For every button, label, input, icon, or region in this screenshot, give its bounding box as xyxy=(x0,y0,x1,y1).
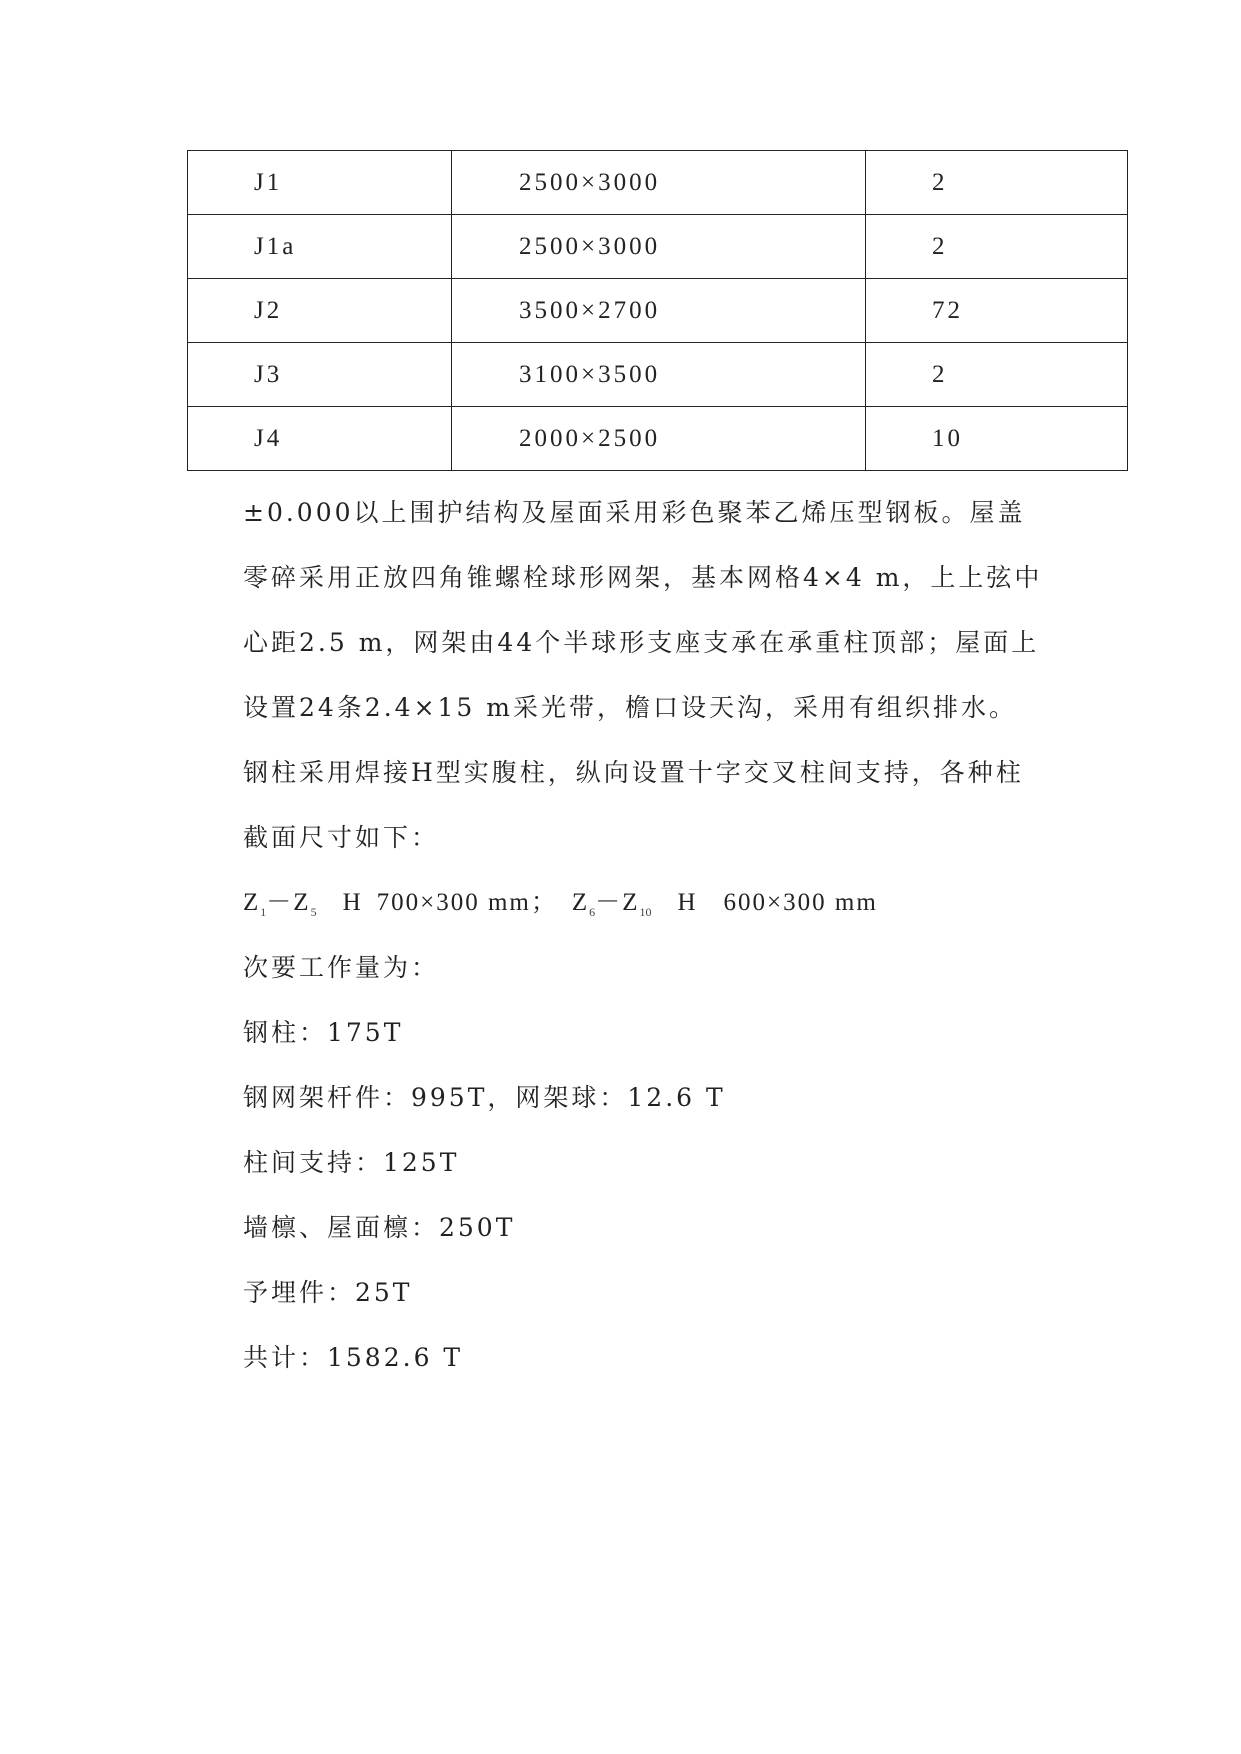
workload-total: 共计：1582.6 T xyxy=(243,1343,464,1372)
subscript: 10 xyxy=(639,905,652,919)
table-row xyxy=(188,343,1128,407)
foundation-size: 3500×2700 xyxy=(452,279,866,343)
table-row xyxy=(188,151,1128,215)
paragraph-line: 心距2.5 m，网架由44个半球形支座支承在承重柱顶部；屋面上 xyxy=(243,628,1040,657)
foundation-qty: 10 xyxy=(866,407,1128,471)
dash: － xyxy=(595,889,623,916)
foundation-id: J1 xyxy=(188,151,452,215)
workload-item: 钢网架杆件：995T，网架球：12.6 T xyxy=(243,1083,726,1112)
foundation-size: 2500×3000 xyxy=(452,215,866,279)
foundation-size: 2000×2500 xyxy=(452,407,866,471)
foundation-size: 2500×3000 xyxy=(452,151,866,215)
dash: － xyxy=(266,889,294,916)
z-symbol: Z xyxy=(622,889,640,916)
subscript: 1 xyxy=(260,905,267,919)
workload-item: 柱间支持：125T xyxy=(243,1148,460,1177)
table-row xyxy=(188,407,1128,471)
foundation-qty: 2 xyxy=(866,343,1128,407)
paragraph-line: 设置24条2.4×15 m采光带，檐口设天沟，采用有组织排水。 xyxy=(243,693,1017,722)
paragraph-line: 截面尺寸如下： xyxy=(243,823,440,852)
workload-item: 钢柱：175T xyxy=(243,1018,404,1047)
h-label: H xyxy=(677,889,698,916)
workload-title: 次要工作量为： xyxy=(243,953,440,982)
subscript: 6 xyxy=(589,905,596,919)
workload-item: 予埋件：25T xyxy=(243,1278,413,1307)
foundation-id: J3 xyxy=(188,343,452,407)
paragraph-line: ±0.000以上围护结构及屋面采用彩色聚苯乙烯压型钢板。屋盖 xyxy=(243,498,1026,527)
table-row xyxy=(188,215,1128,279)
workload-item: 墙檩、屋面檩：250T xyxy=(243,1213,516,1242)
subscript: 5 xyxy=(310,905,317,919)
foundation-table xyxy=(187,150,1128,471)
z-symbol: Z xyxy=(243,889,261,916)
z-symbol: Z xyxy=(571,889,590,916)
foundation-size: 3100×3500 xyxy=(452,343,866,407)
table-row xyxy=(188,279,1128,343)
z-symbol: Z xyxy=(293,889,311,916)
paragraph-line: 零碎采用正放四角锥螺栓球形网架，基本网格4×4 m，上上弦中 xyxy=(243,563,1043,592)
foundation-id: J2 xyxy=(188,279,452,343)
foundation-id: J1a xyxy=(188,215,452,279)
h-label: H xyxy=(342,889,363,916)
section-size: 700×300 mm； xyxy=(376,889,558,916)
foundation-qty: 72 xyxy=(866,279,1128,343)
paragraph-line: 钢柱采用焊接H型实腹柱，纵向设置十字交叉柱间支持，各种柱 xyxy=(243,758,1024,787)
column-section-formula xyxy=(243,878,1073,943)
foundation-id: J4 xyxy=(188,407,452,471)
foundation-qty: 2 xyxy=(866,151,1128,215)
section-size: 600×300 mm xyxy=(723,889,878,916)
body-text xyxy=(243,488,1073,1398)
foundation-qty: 2 xyxy=(866,215,1128,279)
